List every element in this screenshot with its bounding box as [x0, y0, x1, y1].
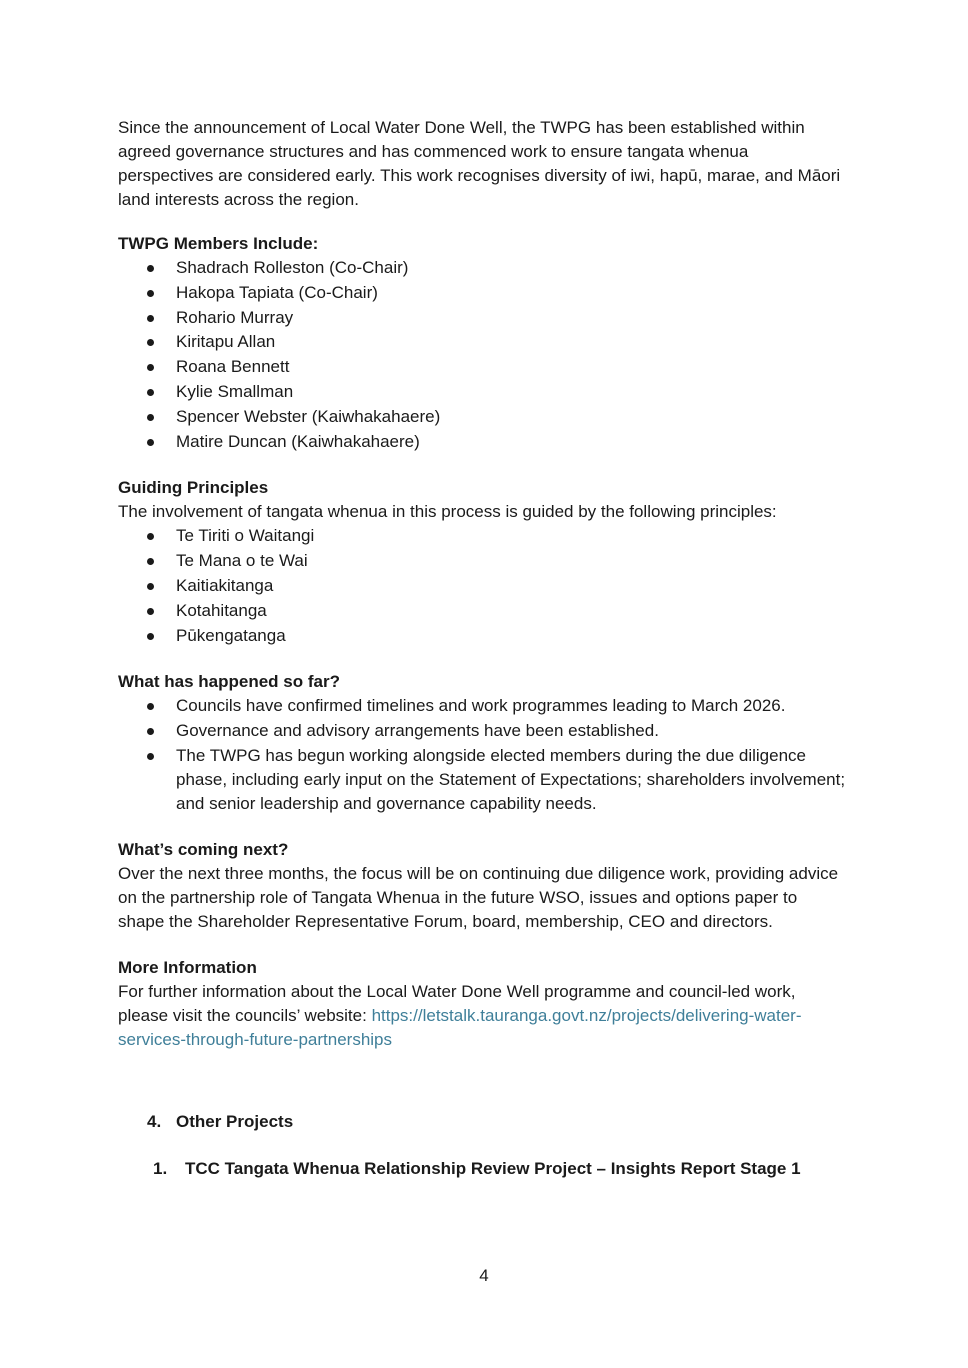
members-section — [118, 232, 848, 454]
list-item: Spencer Webster (Kaiwhakahaere) — [118, 405, 848, 430]
list-item: Kylie Smallman — [118, 380, 848, 405]
list-item: Hakopa Tapiata (Co-Chair) — [118, 281, 848, 306]
members-list — [118, 256, 848, 454]
other-projects-number: 4. — [147, 1111, 162, 1131]
happened-list — [118, 694, 848, 816]
sub-project-title: TCC Tangata Whenua Relationship Review Project – Insights Report Stage 1 — [185, 1158, 801, 1178]
sub-project-heading — [118, 1157, 848, 1181]
list-item: Te Mana o te Wai — [118, 549, 848, 574]
more-info-heading: More Information — [118, 957, 257, 977]
more-info-section — [118, 956, 848, 1052]
next-text: Over the next three months, the focus will be on continuing due diligence work, providing advice on the partnership role of Tangata Whenua in the future WSO, issues and options paper to shape the Shareholder Representative Forum, board, membership, CEO and directors. — [118, 863, 839, 931]
principles-heading: Guiding Principles — [118, 478, 269, 498]
website-link[interactable]: https://letstalk.tauranga.govt.nz/projects/delivering-water-services-through-future-partnerships — [118, 1005, 802, 1049]
next-section — [118, 838, 848, 934]
more-info-text: For further information about the Local Water Done Well programme and council-led work, please visit the councils’ website: — [118, 981, 796, 1025]
principles-text: The involvement of tangata whenua in this process is guided by the following principles: — [118, 502, 777, 522]
other-projects-heading — [118, 1110, 848, 1134]
list-item: Kaitiakitanga — [118, 574, 848, 599]
list-item: Matire Duncan (Kaiwhakahaere) — [118, 430, 848, 455]
list-item: Governance and advisory arrangements have been established. — [118, 719, 848, 744]
page-number: 4 — [479, 1266, 489, 1285]
list-item: Te Tiriti o Waitangi — [118, 524, 848, 549]
list-item: Pūkengatanga — [118, 624, 848, 649]
happened-heading: What has happened so far? — [118, 672, 340, 692]
happened-section — [118, 670, 848, 816]
next-heading: What’s coming next? — [118, 839, 289, 859]
list-item: Kiritapu Allan — [118, 330, 848, 355]
list-item: Councils have confirmed timelines and work programmes leading to March 2026. — [118, 694, 848, 719]
list-item: Kotahitanga — [118, 599, 848, 624]
list-item: Roana Bennett — [118, 355, 848, 380]
list-item: Rohario Murray — [118, 306, 848, 331]
list-item: Shadrach Rolleston (Co-Chair) — [118, 256, 848, 281]
list-item: The TWPG has begun working alongside elected members during the due diligence phase, including early input on the Statement of Expectations; shareholders involvement; and senior leadership and governance capability needs. — [118, 744, 848, 816]
principles-section — [118, 476, 848, 648]
more-info-paragraph — [118, 980, 848, 1052]
members-heading: TWPG Members Include: — [118, 234, 319, 253]
intro-paragraph: Since the announcement of Local Water Done Well, the TWPG has been established within agreed governance structures and has commenced work to ensure tangata whenua perspectives are considered early. This work recognises diversity of iwi, hapū, marae, and Māori land interests across the region. — [118, 118, 841, 209]
sub-project-number: 1. — [153, 1158, 168, 1178]
other-projects-title: Other Projects — [176, 1111, 294, 1131]
principles-list — [118, 524, 848, 648]
document-page — [118, 116, 848, 1181]
